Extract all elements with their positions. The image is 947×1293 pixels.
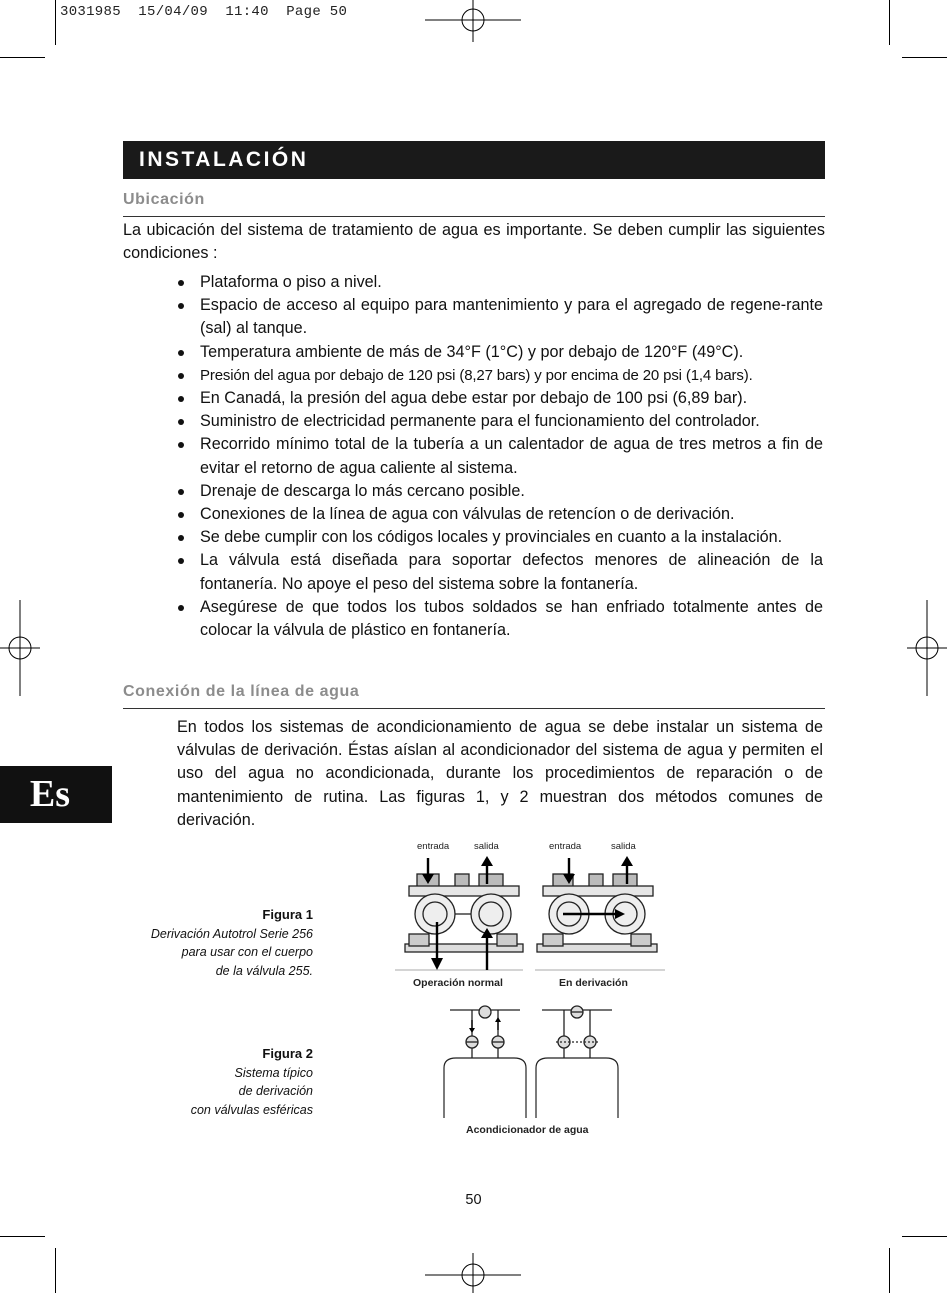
figure-2-caption — [191, 1045, 313, 1119]
list-item: Suministro de electricidad permanente para el funcionamiento del controlador. — [177, 410, 823, 433]
figure-1-caption-line: Derivación Autotrol Serie 256 — [150, 926, 313, 941]
figure-1-caption-line: de la válvula 255. — [215, 963, 313, 978]
language-tab — [0, 766, 112, 823]
list-item: Espacio de acceso al equipo para mantenimiento y para el agregado de regene-rante (sal) al tanque. — [177, 294, 823, 340]
figure-2-caption-line: con válvulas esféricas — [190, 1102, 313, 1117]
flow-arrows-fig2 — [469, 1017, 501, 1033]
list-item: Temperatura ambiente de más de 34°F (1°C) y por debajo de 120°F (49°C). — [177, 341, 823, 364]
print-slug: 3031985 15/04/09 11:40 Page 50 — [60, 4, 348, 20]
registration-mark-left — [0, 600, 40, 696]
fig1-bypass-caption: En derivación — [559, 977, 628, 989]
section-rule — [123, 708, 825, 709]
softener-tank-right — [536, 1058, 618, 1118]
language-tab-label: Es — [29, 773, 71, 815]
figure-2-caption-line: Sistema típico — [234, 1065, 313, 1080]
registration-mark-top — [425, 0, 521, 42]
figure-2-label: Figura 2 — [262, 1046, 313, 1061]
section-rule — [123, 216, 825, 217]
list-item: En Canadá, la presión del agua debe estar por debajo de 100 psi (6,89 bar). — [177, 387, 823, 410]
figure-1-bypass-valve-illustration — [395, 852, 670, 974]
fig1-left-inlet-label: entrada — [417, 841, 450, 852]
softener-tank-left — [444, 1058, 526, 1118]
page-title: INSTALACIÓN — [139, 148, 309, 171]
list-item: Plataforma o piso a nivel. — [177, 271, 823, 294]
list-item: Conexiones de la línea de agua con válvulas de retencíon o de derivación. — [177, 503, 823, 526]
figure-1-label: Figura 1 — [262, 907, 313, 922]
list-item: Presión del agua por debajo de 120 psi (8,27 bars) y por encima de 20 psi (1,4 bars). — [177, 364, 823, 387]
list-item: La válvula está diseñada para soportar defectos menores de alineación de la fontanería. No apoye el peso del sistema sobre la fontanería. — [177, 549, 823, 595]
registration-mark-bottom — [425, 1253, 521, 1293]
fig2-caption-title: Acondicionador de agua — [466, 1124, 589, 1136]
valve-assembly-normal — [395, 874, 523, 970]
intro-paragraph: La ubicación del sistema de tratamiento de agua es importante. Se deben cumplir las siguientes condiciones : — [123, 221, 825, 263]
section-heading-ubicacion: Ubicación — [123, 191, 205, 208]
valve-assembly-bypass — [535, 874, 665, 970]
list-item: Asegúrese de que todos los tubos soldados se han enfriado totalmente antes de colocar la válvula de plástico en fontanería. — [177, 596, 823, 642]
list-item: Se debe cumplir con los códigos locales y provinciales en cuanto a la instalación. — [177, 526, 823, 549]
figure-1-caption — [151, 906, 313, 980]
fig1-normal-caption: Operación normal — [413, 977, 503, 989]
figure-2-caption-line: de derivación — [238, 1084, 313, 1098]
fig1-right-outlet-label: salida — [611, 841, 636, 852]
piping-left — [450, 1006, 520, 1058]
list-item: Drenaje de descarga lo más cercano posible. — [177, 480, 823, 503]
list-item: Recorrido mínimo total de la tubería a un calentador de agua de tres metros a fin de evitar el retorno de agua caliente al sistema. — [177, 433, 823, 479]
bypass-paragraph: En todos los sistemas de acondicionamiento de agua se debe instalar un sistema de válvulas de derivación. Éstas aíslan al acondicionador del sistema de agua y permiten el uso del agua no acondicionada, durante los procedimientos de reparación o de mantenimiento de rutina. Las figuras 1, y 2 muestran dos métodos comunes de derivación. — [177, 718, 823, 829]
figure-1-caption-line: para usar con el cuerpo — [181, 945, 313, 959]
fig1-left-outlet-label: salida — [474, 841, 499, 852]
page-number: 50 — [465, 1192, 482, 1208]
piping-right — [542, 1006, 612, 1058]
title-bar — [123, 141, 825, 179]
registration-mark-right — [907, 600, 947, 696]
section-heading-conexion: Conexión de la línea de agua — [123, 683, 360, 700]
fig1-right-inlet-label: entrada — [549, 841, 582, 852]
figure-2-ball-valve-illustration — [436, 1000, 636, 1118]
conditions-list — [177, 271, 823, 642]
